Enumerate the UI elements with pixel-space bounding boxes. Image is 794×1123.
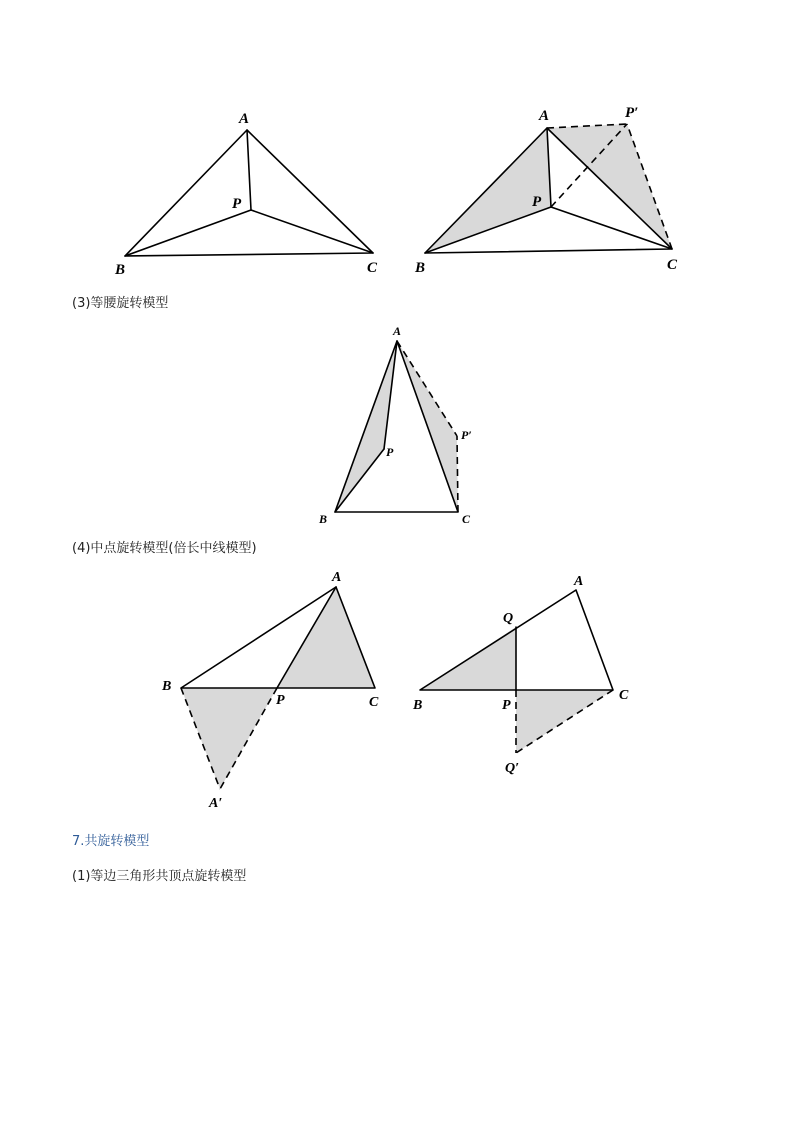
label-b: B xyxy=(319,512,328,526)
caption-midpoint-rotation: (4)中点旋转模型(倍长中线模型) xyxy=(72,541,257,556)
label-q-prime: Q′ xyxy=(505,761,520,776)
label-b: B xyxy=(115,262,126,278)
label-c: C xyxy=(667,257,678,273)
label-b: B xyxy=(162,679,172,694)
label-c: C xyxy=(462,512,471,526)
label-c: C xyxy=(367,260,378,276)
label-p: P xyxy=(502,698,511,713)
label-b: B xyxy=(415,260,426,276)
caption-isosceles-rotation: (3)等腰旋转模型 xyxy=(72,296,169,311)
label-p: P xyxy=(276,693,285,708)
label-c: C xyxy=(369,695,379,710)
label-p-prime: P′ xyxy=(625,105,639,121)
label-a: A xyxy=(574,574,584,589)
label-p-prime: P′ xyxy=(461,428,472,442)
shaded-triangle-apc xyxy=(277,587,375,688)
figure-midpoint-rotation-median xyxy=(0,555,400,820)
label-c: C xyxy=(619,688,629,703)
figure-rotation-equilateral xyxy=(0,0,794,300)
label-b: B xyxy=(413,698,423,713)
caption-equilateral-co-vertex: (1)等边三角形共顶点旋转模型 xyxy=(72,869,247,884)
label-a-prime: A′ xyxy=(209,796,223,811)
figure-isosceles-rotation xyxy=(0,300,794,540)
label-q: Q xyxy=(503,611,514,626)
label-a: A xyxy=(539,108,550,124)
figure-midpoint-rotation-perpendicular xyxy=(400,555,794,785)
label-a: A xyxy=(393,324,402,338)
label-a: A xyxy=(239,111,250,127)
label-p: P xyxy=(232,196,242,212)
label-p: P xyxy=(532,194,542,210)
label-p: P xyxy=(386,445,394,459)
section-heading-co-rotation: 7.共旋转模型 xyxy=(72,834,150,849)
label-a: A xyxy=(332,570,342,585)
